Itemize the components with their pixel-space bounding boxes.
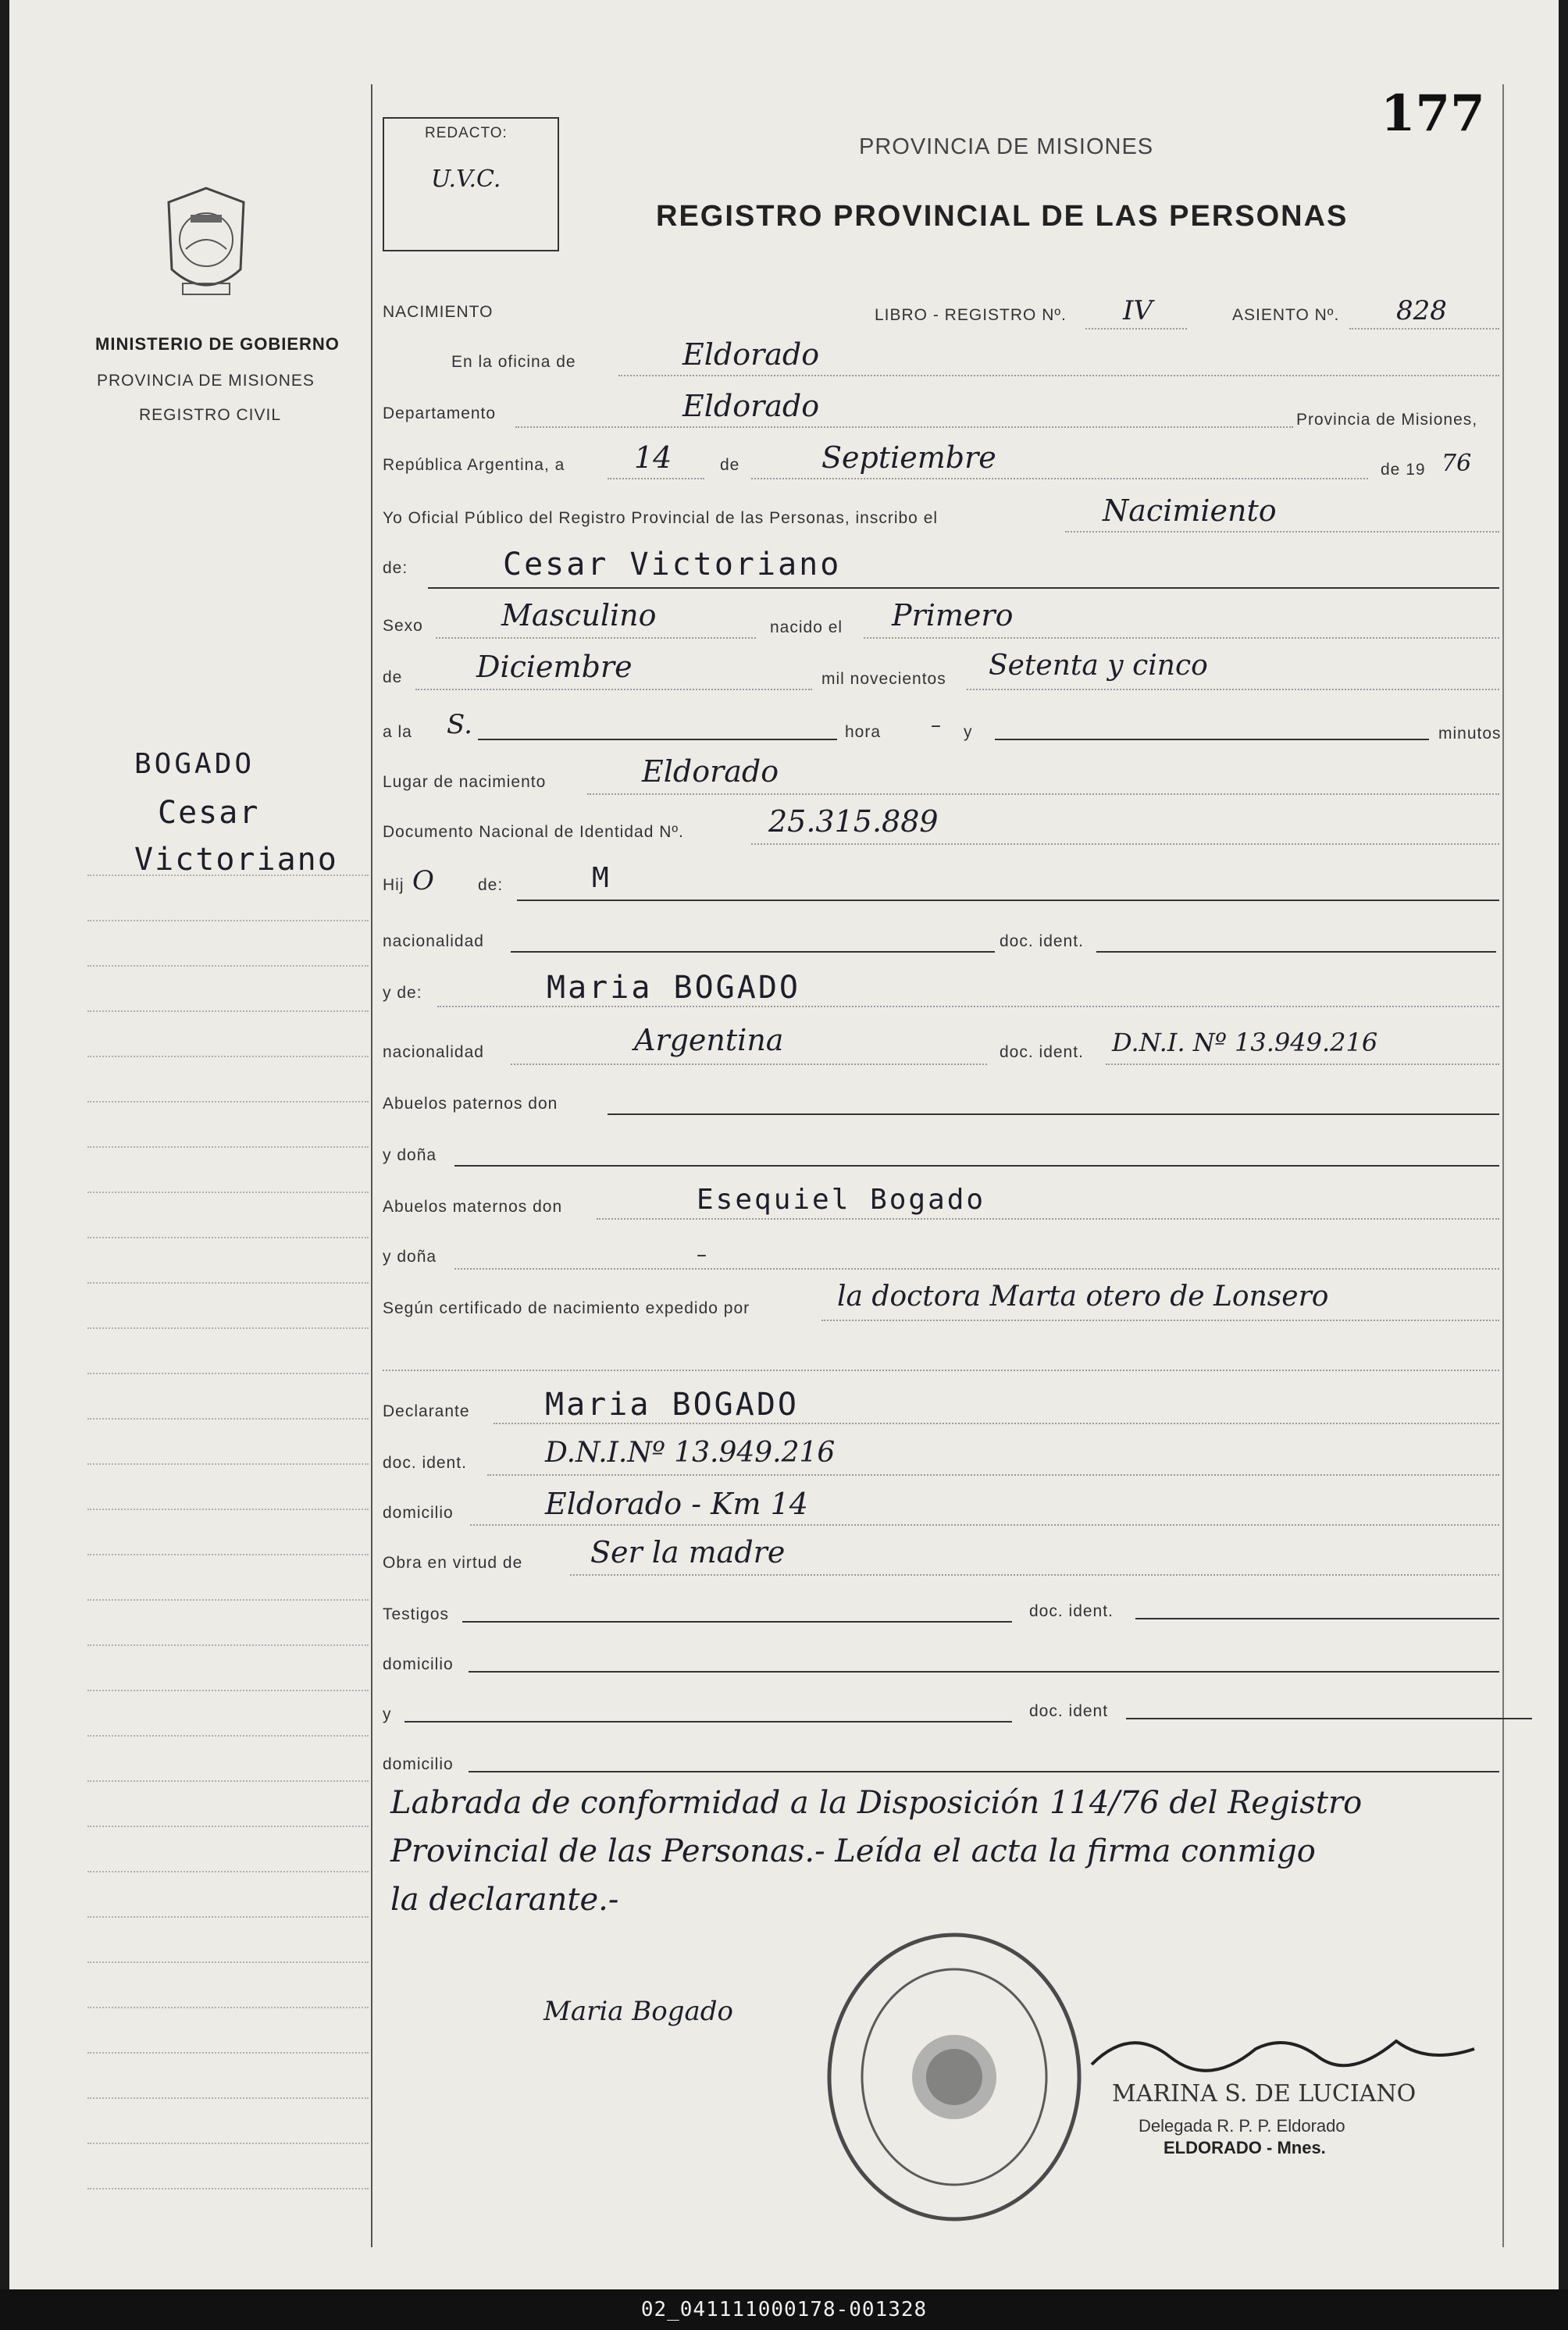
mes-nac-value: Diciembre [476,650,633,684]
sidebar-ruled-line [87,1237,369,1238]
sidebar-ruled-line [87,1373,369,1374]
hora-label: hora [845,723,882,741]
oficina-label: En la oficina de [451,353,576,371]
dni-value: 25.315.889 [768,804,939,839]
doct2-label: doc. ident [1029,1702,1109,1720]
doc2-label: doc. ident. [1000,1043,1084,1061]
sidebar-ruled-line [87,1735,369,1737]
dni-label: Documento Nacional de Identidad Nº. [383,823,684,841]
hijo-de-label: de: [478,876,504,894]
asiento-label: ASIENTO Nº. [1232,306,1340,324]
minutos-label: minutos [1438,725,1502,743]
yde-label: y de: [383,984,422,1002]
sidebar-ruled-line [87,1056,369,1057]
nac2-value: Argentina [634,1023,784,1057]
sidebar-civil-label: REGISTRO CIVIL [139,406,282,424]
sidebar-ruled-line [87,1554,369,1555]
cert-value: la doctora Marta otero de Lonsero [837,1281,1329,1313]
sidebar-ruled-line [87,1644,369,1646]
nacimiento-label: NACIMIENTO [383,303,494,321]
doc2-value: D.N.I. Nº 13.949.216 [1112,1028,1378,1057]
header-province: PROVINCIA DE MISIONES [859,134,1154,159]
sidebar-surname: BOGADO [134,748,255,780]
dia-value: 14 [634,440,672,475]
sidebar-ruled-line [87,2143,369,2144]
sidebar-ruled-line [87,1101,369,1103]
y-hora-label: y [964,723,973,741]
docdecl-value: D.N.I.Nº 13.949.216 [545,1437,836,1469]
official-name: MARINA S. DE LUCIANO [1112,2080,1417,2107]
sidebar-ruled-line [87,2007,369,2008]
sidebar-ruled-line [87,1192,369,1193]
redacto-label: REDACTO: [425,125,508,141]
ministry-seal-icon [159,183,253,308]
sidebar-ruled-line [87,1146,369,1148]
official-title: Delegada R. P. P. Eldorado [1139,2116,1345,2136]
y2-label: y [383,1705,392,1723]
hijo-de-value: M [592,862,612,894]
sidebar-ruled-line [87,1826,369,1827]
anio-value: 76 [1441,450,1472,477]
sexo-label: Sexo [383,617,423,635]
provincia-label: Provincia de Misiones, [1296,411,1478,429]
left-border-line [371,84,372,2247]
sidebar-name-second: Victoriano [134,842,338,878]
declarante-label: Declarante [383,1402,470,1420]
de-label: de [720,456,740,474]
hora-value: – [931,714,941,737]
sidebar-ruled-line [87,2188,369,2189]
sidebar-ruled-line [87,920,369,921]
sidebar-ruled-line [87,1463,369,1465]
sexo-value: Masculino [501,598,657,632]
lugar-value: Eldorado [642,754,779,789]
libro-label: LIBRO - REGISTRO Nº. [875,306,1067,324]
notes-line-3: la declarante.- [390,1882,619,1918]
notes-line-1: Labrada de conformidad a la Disposición 114/76 del Registro [390,1785,1363,1821]
sidebar-ruled-line [87,1509,369,1510]
departamento-value: Eldorado [682,389,820,423]
madre-value: Maria BOGADO [547,970,800,1006]
abmat-value: Esequiel Bogado [697,1184,986,1216]
lugar-label: Lugar de nacimiento [383,773,547,791]
nacido-label: nacido el [770,618,843,636]
sidebar-ruled-line [87,1599,369,1601]
sidebar-ruled-line [87,1916,369,1918]
sidebar-province-label: PROVINCIA DE MISIONES [97,372,315,390]
page-number: 177 [1381,84,1485,143]
oficial-value: Nacimiento [1103,493,1277,528]
sidebar-ruled-line [87,1961,369,1963]
ydona2-value: – [697,1243,707,1267]
republica-label: República Argentina, a [383,456,565,474]
testigos-label: Testigos [383,1605,450,1623]
de-name-label: de: [383,559,408,577]
abmat-label: Abuelos maternos don [383,1198,563,1216]
right-border-line [1502,84,1504,2247]
declarant-signature: Maria Bogado [543,1996,734,2027]
oficial-label: Yo Oficial Público del Registro Provincial de las Personas, inscribo el [383,509,939,527]
sidebar-ruled-line [87,2097,369,2099]
redacto-box [383,117,559,251]
departamento-label: Departamento [383,404,497,422]
abpat-label: Abuelos paternos don [383,1095,558,1113]
sidebar-ruled-line [87,1282,369,1284]
asiento-value: 828 [1396,295,1447,326]
doct1-label: doc. ident. [1029,1602,1114,1620]
mil-label: mil novecientos [821,670,946,688]
alas-value: S. [447,709,472,740]
sidebar-ruled-line [87,1327,369,1329]
sidebar-ruled-line [87,1871,369,1872]
official-signature [1084,2018,1490,2080]
mes-value: Septiembre [821,440,996,475]
header-registry: REGISTRO PROVINCIAL DE LAS PERSONAS [656,200,1349,233]
official-place: ELDORADO - Mnes. [1164,2138,1326,2157]
nac2-label: nacionalidad [383,1043,484,1061]
sidebar-ruled-line [87,1418,369,1420]
ydona2-label: y doña [383,1248,437,1266]
image-id-footer: 02_041111000178-001328 [0,2289,1568,2330]
ministry-label: MINISTERIO DE GOBIERNO [95,334,340,354]
anio-label: de 19 [1381,461,1426,479]
sidebar-ruled-line [87,1690,369,1691]
sidebar-ruled-line [87,2052,369,2054]
nombre-value: Cesar Victoriano [503,547,842,582]
libro-value: IV [1123,295,1153,326]
domicilio-label: domicilio [383,1504,454,1522]
obra-label: Obra en virtud de [383,1554,523,1572]
hijo-label: Hij [383,876,404,894]
sidebar-ruled-line [87,965,369,967]
obra-value: Ser la madre [590,1535,786,1569]
oficina-value: Eldorado [682,337,820,372]
ydona1-label: y doña [383,1146,437,1164]
hijo-suffix: O [412,865,434,896]
sidebar-ruled-line [87,1780,369,1782]
sidebar-ruled-line [87,1010,369,1012]
doc1-label: doc. ident. [1000,932,1084,950]
domicilio-value: Eldorado - Km 14 [545,1487,808,1521]
declarante-value: Maria BOGADO [545,1387,799,1423]
document-page [9,0,1559,2289]
registry-stamp [821,1929,1087,2225]
de-mes-label: de [383,668,403,686]
alas-label: a la [383,723,412,741]
notes-line-2: Provincial de las Personas.- Leída el acta la firma conmigo [390,1833,1316,1869]
cert-label: Según certificado de nacimiento expedido por [383,1299,750,1317]
dom3-label: domicilio [383,1755,454,1773]
redacto-value: U.V.C. [431,166,501,193]
mil-value: Setenta y cinco [989,650,1208,682]
docdecl-label: doc. ident. [383,1454,467,1472]
dom2-label: domicilio [383,1655,454,1673]
nacido-value: Primero [892,598,1014,632]
nac1-label: nacionalidad [383,932,484,950]
sidebar-name-first: Cesar [158,795,260,831]
